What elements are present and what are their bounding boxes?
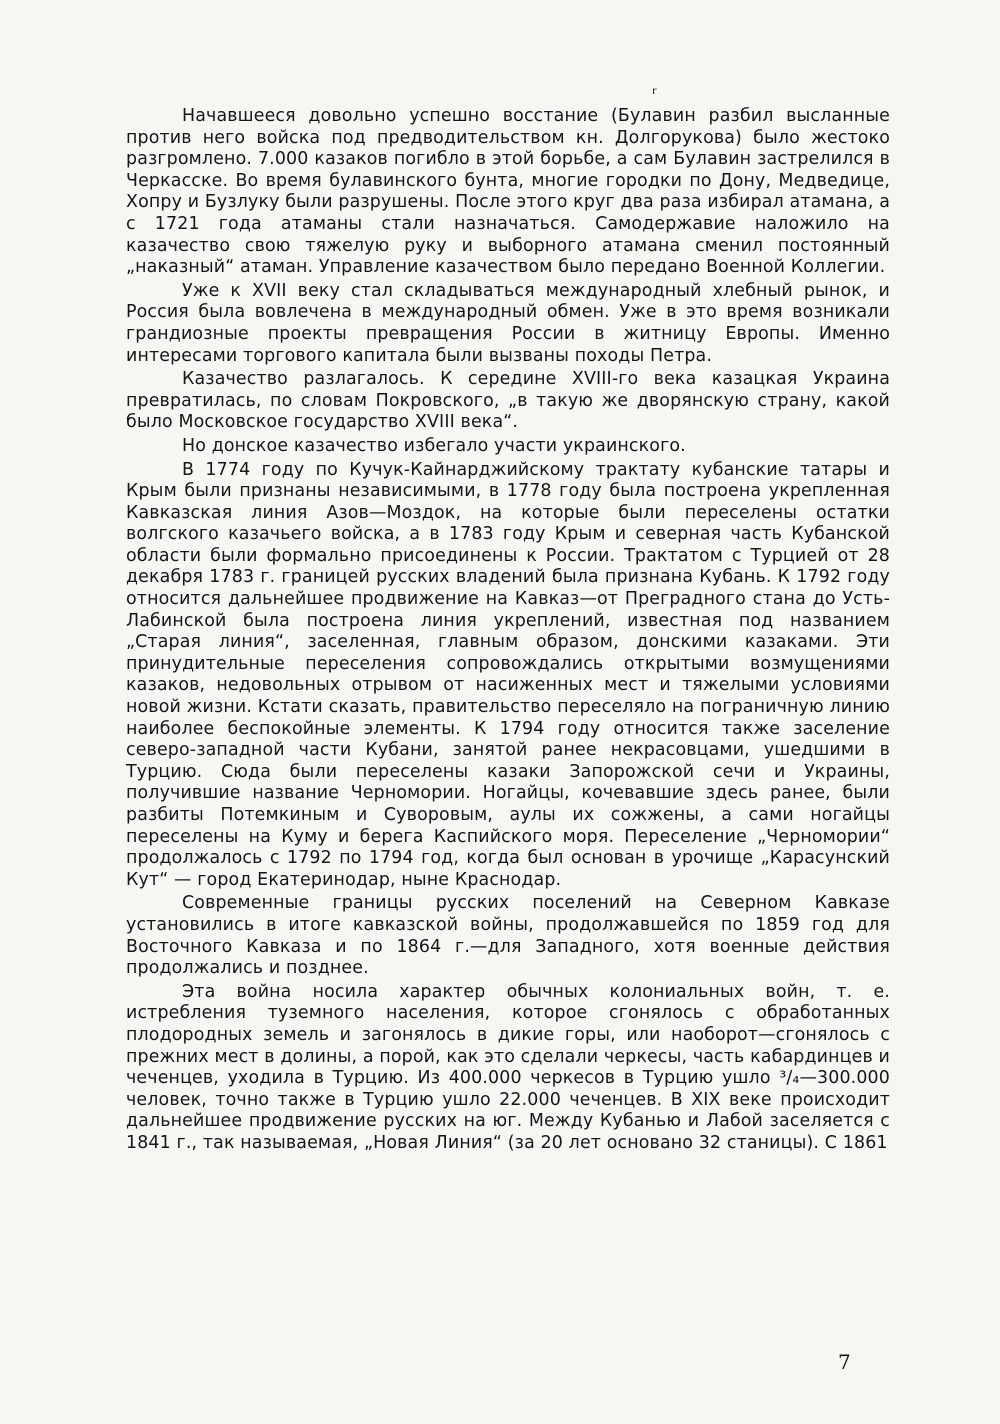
page-body	[126, 100, 890, 1400]
paragraph-5: В 1774 году по Кучук-Кайнарджийскому трактату кубанские татары и Крым были признаны независимыми, в 1778 году была построена укрепленная Кавказская линия Азов—Моздок, на которые были переселены остатки волгского казачьего войска, а в 1783 году Крым и северная часть Кубанской области были формально присоединены к России. Трактатом с Турцией от 28 декабря 1783 г. границей русских владений была признана Кубань. К 1792 году относится дальнейшее продвижение на Кавказ—от Преградного стана до Усть-Лабинской была построена линия укреплений, известная под названием „Старая линия“, заселенная, главным образом, донскими казаками. Эти принудительные переселения сопровождались открытыми возмущениями казаков, недовольных отрывом от насиженных мест и тяжелыми условиями новой жизни. Кстати сказать, правительство переселяло на пограничную линию наиболее беспокойные элементы. К 1794 году относится также заселение северо-западной части Кубани, занятой ранее некрасовцами, ушедшими в Турцию. Сюда были переселены казаки Запорожской сечи и Украины, получившие название Черномории. Ногайцы, кочевавшие здесь ранее, были разбиты Потемкиным и Суворовым, аулы их сожжены, а сами ногайцы переселены на Куму и берега Каспийского моря. Переселение „Черномории“ продолжалось с 1792 по 1794 год, когда был основан в урочище „Карасунский Кут“ — город Екатеринодар, ныне Краснодар.	[126, 459, 890, 890]
page-number: 7	[838, 1350, 851, 1374]
paragraph-2: Уже к XVII веку стал складываться международный хлебный рынок, и Россия была вовлечена в международный обмен. Уже в это время возникали грандиозные проекты превращения России в житницу Европы. Именно интересами торгового капитала были вызваны походы Петра.	[126, 280, 890, 366]
paragraph-1: Начавшееся довольно успешно восстание (Булавин разбил высланные против него войска под предводительством кн. Долгорукова) было жестоко разгромлено. 7.000 казаков погибло в этой борьбе, а сам Булавин застрелился в Черкасске. Во время булавинского бунта, многие городки по Дону, Медведице, Хопру и Бузлуку были разрушены. После этого круг два раза избирал атамана, а с 1721 года атаманы стали назначаться. Самодержавие наложило на казачество свою тяжелую руку и выборного атамана сменил постоянный „наказный“ атаман. Управление казачеством было передано Военной Коллегии.	[126, 106, 890, 278]
paragraph-4: Но донское казачество избегало участи украинского.	[182, 435, 686, 456]
paragraph-6: Современные границы русских поселений на Северном Кавказе установились в итоге кавказской войны, продолжавшейся по 1859 год для Восточного Кавказа и по 1864 г.—для Западного, хотя военные действия продолжались и позднее.	[126, 893, 890, 979]
paragraph-3: Казачество разлагалось. К середине XVIII-го века казацкая Украина превратилась, по словам Покровского, „в такую же дворянскую страну, какой было Московское государство XVIII века“.	[126, 369, 890, 433]
handwritten-tick-mark: ʳ	[652, 84, 657, 105]
paragraph-7: Эта война носила характер обычных колониальных войн, т. е. истребления туземного населения, которое сгонялось с обработанных плодородных земель и загонялось в дикие горы, или наоборот—сгонялось с прежних мест в долины, а порой, как это сделали черкесы, часть кабардинцев и чеченцев, уходила в Турцию. Из 400.000 черкесов в Турцию ушло ³/₄—300.000 человек, точно также в Турцию ушло 22.000 чеченцев. В XIX веке происходит дальнейшее продвижение русских на юг. Между Кубанью и Лабой заселяется с 1841 г., так называемая, „Новая Линия“ (за 20 лет основано 32 станицы). С 1861	[126, 981, 890, 1153]
